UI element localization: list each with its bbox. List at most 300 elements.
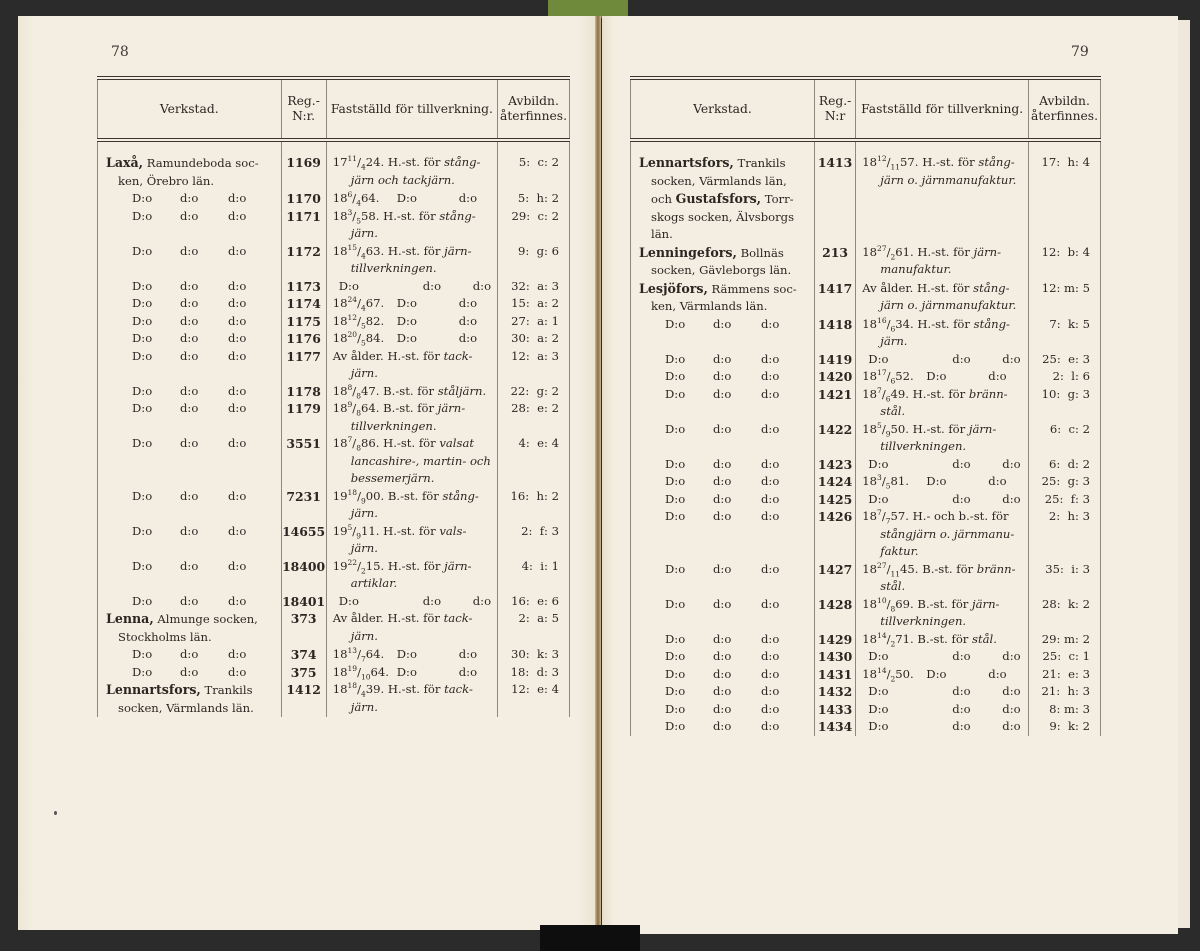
verkstad-name: Lennartsfors, xyxy=(639,155,734,170)
header-avbildn-line2: återfinnes. xyxy=(500,109,567,123)
table-row xyxy=(631,718,1101,736)
cell-verkstad xyxy=(631,491,815,509)
material: bränn- xyxy=(976,561,1016,576)
cell-verkstad xyxy=(631,386,815,421)
material: järn- xyxy=(444,243,472,258)
material-cont: järn. xyxy=(350,541,378,555)
date-year: 82. xyxy=(365,313,385,328)
date-day: 18 xyxy=(332,647,348,661)
illustration-reference: 28: k: 2 xyxy=(1029,596,1101,631)
ditto-type: d:o xyxy=(952,649,971,663)
cell-verkstad xyxy=(98,435,282,488)
ditto-marks xyxy=(106,348,277,366)
ditto-socken: d:o xyxy=(713,649,732,663)
ditto-socken: d:o xyxy=(180,383,199,398)
cell-faststalld xyxy=(326,488,497,523)
illustration-reference: 29: c: 2 xyxy=(498,208,570,243)
material-cont: stål. xyxy=(880,579,906,593)
approval-type: H.-st. för xyxy=(917,316,974,331)
approval-date: $18^{17}/_652$. xyxy=(862,368,914,386)
verkstad-location: Rämmens soc- xyxy=(711,281,797,296)
ditto-lan: d:o xyxy=(228,664,247,679)
table-body-right xyxy=(631,140,1101,736)
material-cont: tillverkningen. xyxy=(350,418,437,433)
ditto-marks xyxy=(639,666,810,684)
ditto-material: d:o xyxy=(1002,649,1021,663)
date-day: 18 xyxy=(332,296,348,310)
ditto-verkstad: D:o xyxy=(665,386,686,401)
ditto-socken: d:o xyxy=(180,523,199,538)
date-month: 5 xyxy=(885,481,891,491)
ditto-marks xyxy=(106,243,277,261)
cell-faststalld xyxy=(326,330,497,348)
table-row xyxy=(98,558,570,593)
cell-verkstad xyxy=(631,456,815,474)
ditto-lan: d:o xyxy=(761,596,780,611)
ditto-marks xyxy=(106,208,277,226)
cell-faststalld xyxy=(856,386,1029,421)
cell-faststalld xyxy=(326,558,497,593)
faststalld-line1 xyxy=(333,208,493,226)
ditto-type: D:o xyxy=(396,296,417,310)
date-month: 2 xyxy=(360,565,366,575)
ditto-date: D:o xyxy=(868,456,889,471)
ditto-verkstad: D:o xyxy=(132,243,153,258)
table-row xyxy=(631,368,1101,386)
ditto-lan: d:o xyxy=(761,666,780,681)
table-row xyxy=(98,488,570,523)
cell-verkstad xyxy=(98,488,282,523)
illustration-reference: 27: a: 1 xyxy=(498,313,570,331)
date-day-sup: 3 xyxy=(877,473,882,483)
registration-number: 1172 xyxy=(281,243,326,278)
ditto-socken: d:o xyxy=(180,296,199,310)
cell-faststalld xyxy=(326,664,497,682)
approval-type: H.-st. för xyxy=(387,348,444,363)
illustration-reference: 5: h: 2 xyxy=(498,190,570,208)
ditto-verkstad: D:o xyxy=(132,664,153,679)
date-day: 18 xyxy=(332,243,348,258)
ditto-verkstad: D:o xyxy=(665,561,686,576)
page-number-right: 79 xyxy=(1071,44,1089,60)
material: järn- xyxy=(972,596,1000,611)
cell-faststalld xyxy=(326,278,497,296)
ditto-lan: d:o xyxy=(228,558,247,573)
date-day-sup: 8 xyxy=(347,382,353,392)
cell-verkstad xyxy=(98,593,282,611)
faststalld-line1 xyxy=(862,154,1024,172)
table-row xyxy=(631,648,1101,666)
date-year: 50. xyxy=(890,421,909,436)
ditto-lan: d:o xyxy=(228,278,247,293)
ditto-type: D:o xyxy=(926,666,947,681)
date-month: 7 xyxy=(360,654,366,664)
table-row xyxy=(98,664,570,682)
material: järn- xyxy=(437,401,466,415)
verkstad-location-cont: socken, Värmlands län, xyxy=(651,173,787,188)
date-day-sup: 14 xyxy=(877,630,887,640)
table-row xyxy=(98,140,570,190)
approval-date: $18^{13}/_764$. xyxy=(332,646,385,664)
date-year: 67. xyxy=(365,296,385,310)
approval-date: $18^{14}/_271$. xyxy=(862,630,914,648)
ditto-material: d:o xyxy=(472,278,492,293)
approval-date: $18^7/_757$. xyxy=(862,508,909,526)
ditto-marks xyxy=(639,473,810,491)
ditto-lan: d:o xyxy=(761,719,780,733)
page-edge xyxy=(1178,20,1190,928)
registration-number: 213 xyxy=(814,244,855,280)
ditto-lan: d:o xyxy=(228,208,247,223)
ditto-verkstad: D:o xyxy=(132,296,153,310)
date-day-sup: 22 xyxy=(347,557,358,567)
date-day-sup: 5 xyxy=(347,522,353,532)
ditto-verkstad: D:o xyxy=(665,649,686,663)
date-day-sup: 27 xyxy=(877,560,887,570)
faststalld-line1 xyxy=(333,664,493,682)
approval-type: B.-st. för xyxy=(917,631,973,646)
ditto-marks xyxy=(639,683,810,701)
ditto-lan: d:o xyxy=(228,331,247,345)
verkstad-location: Torr- xyxy=(761,192,794,206)
material: stång- xyxy=(978,155,1015,169)
approval-type: H.-st. för xyxy=(383,523,440,538)
ditto-lan: d:o xyxy=(228,243,247,258)
header-reg xyxy=(814,78,855,140)
cell-faststalld xyxy=(326,295,497,313)
date-day-sup: 9 xyxy=(347,400,353,410)
date-day: 18 xyxy=(862,474,878,488)
cell-verkstad xyxy=(98,681,282,717)
cell-faststalld xyxy=(856,648,1029,666)
approval-type: B.-st. för xyxy=(387,488,443,503)
ditto-verkstad: D:o xyxy=(132,647,153,661)
date-day-sup: 14 xyxy=(877,665,887,675)
ditto-type: d:o xyxy=(952,351,971,366)
material: vals- xyxy=(439,523,467,538)
ditto-marks xyxy=(639,561,810,579)
illustration-reference: 9: k: 2 xyxy=(1029,718,1101,736)
material-cont: tillverkningen. xyxy=(880,439,967,453)
registration-number: 1432 xyxy=(814,683,855,701)
registration-number: 1177 xyxy=(281,348,326,383)
cell-faststalld xyxy=(326,208,497,243)
table-row xyxy=(98,610,570,646)
page-number-left: 78 xyxy=(111,44,129,60)
illustration-reference: 6: c: 2 xyxy=(1029,421,1101,456)
date-month: 8 xyxy=(356,408,361,418)
date-month: 8 xyxy=(356,443,361,453)
material: järn- xyxy=(968,421,997,436)
header-reg-line1: Reg.- xyxy=(287,94,320,108)
ditto-socken: d:o xyxy=(180,647,199,661)
date-month: 5 xyxy=(356,215,361,225)
material-cont: bessemerjärn. xyxy=(350,471,435,485)
ditto-lan: d:o xyxy=(761,369,780,383)
cell-faststalld xyxy=(856,666,1029,684)
cell-verkstad xyxy=(631,683,815,701)
verkstad-location-cont: socken, Gävleborgs län. xyxy=(651,263,792,277)
ditto-marks xyxy=(639,596,810,614)
material: järn- xyxy=(444,558,472,573)
ditto-socken: d:o xyxy=(713,421,732,436)
header-reg xyxy=(281,78,326,140)
material: bränn- xyxy=(968,386,1008,401)
registration-number: 1170 xyxy=(281,190,326,208)
header-faststalld: Fastställd för tillverkning. xyxy=(326,78,497,140)
approval-date: $18^{27}/_{11}45$. xyxy=(862,560,919,578)
cell-verkstad xyxy=(631,631,815,649)
approval-date: $18^{14}/_250$. xyxy=(862,665,914,683)
ditto-date: D:o xyxy=(338,593,359,608)
date-day-sup: 7 xyxy=(877,508,882,518)
cell-verkstad xyxy=(631,666,815,684)
illustration-reference: 12: b: 4 xyxy=(1029,244,1101,280)
illustration-reference: 25: g: 3 xyxy=(1029,473,1101,491)
date-day-sup: 11 xyxy=(347,154,358,164)
date-day-sup: 6 xyxy=(347,190,353,200)
ditto-lan: d:o xyxy=(228,593,247,608)
registration-number: 1417 xyxy=(814,280,855,316)
approval-date: $18^{20}/_584$. xyxy=(332,330,385,348)
cell-faststalld xyxy=(856,561,1029,596)
table-row xyxy=(631,491,1101,509)
date-month: 6 xyxy=(890,376,896,386)
date-year: 86. xyxy=(360,436,380,450)
illustration-reference: 2: a: 5 xyxy=(498,610,570,646)
header-avbildn xyxy=(1029,78,1101,140)
approval-date: $17^{11}/_424$. xyxy=(332,154,385,172)
material-cont: järn. xyxy=(350,699,378,714)
approval-type: H.-st. för xyxy=(916,280,974,295)
registration-number: 1427 xyxy=(814,561,855,596)
approval-date: $18^{16}/_634$. xyxy=(862,315,914,333)
ditto-verkstad: D:o xyxy=(665,421,686,436)
material-cont: manufaktur. xyxy=(880,262,952,276)
date-day-sup: 12 xyxy=(347,312,358,322)
registration-number: 7231 xyxy=(281,488,326,523)
table-row xyxy=(98,646,570,664)
cell-verkstad xyxy=(98,330,282,348)
date-day: 18 xyxy=(862,244,878,259)
left-page xyxy=(18,16,598,930)
faststalld-line1 xyxy=(333,681,493,699)
date-month: 6 xyxy=(885,393,891,403)
ditto-verkstad: D:o xyxy=(665,369,686,383)
verkstad-name: Gustafsfors, xyxy=(675,191,762,206)
illustration-reference: 25: f: 3 xyxy=(1029,491,1101,509)
ditto-socken: d:o xyxy=(180,191,199,205)
ditto-verkstad: D:o xyxy=(665,456,686,471)
date-month: 8 xyxy=(890,603,896,613)
cell-verkstad xyxy=(98,646,282,664)
illustration-reference: 25: c: 1 xyxy=(1029,648,1101,666)
date-month: 7 xyxy=(885,516,891,526)
ditto-verkstad: D:o xyxy=(665,666,686,681)
date-month: 5 xyxy=(360,320,366,330)
date-day-sup: 24 xyxy=(347,295,358,305)
material-cont: lancashire-, martin- och xyxy=(350,453,491,468)
faststalld-line1 xyxy=(333,313,493,331)
verkstad-conj: och xyxy=(651,192,676,206)
approval-type: H.-st. för xyxy=(387,155,445,169)
illustration-reference: 4: e: 4 xyxy=(498,435,570,488)
ditto-socken: d:o xyxy=(713,491,732,506)
illustration-reference: 4: i: 1 xyxy=(498,558,570,593)
material: stål. xyxy=(972,631,997,646)
cell-faststalld xyxy=(326,610,497,646)
table-row xyxy=(631,596,1101,631)
approval-date: $18^{18}/_439$. xyxy=(332,681,385,699)
ditto-lan: d:o xyxy=(228,313,247,328)
registration-number: 1412 xyxy=(281,681,326,717)
material: ståljärn. xyxy=(437,383,487,398)
ditto-type: d:o xyxy=(952,684,971,698)
table-header-row xyxy=(631,78,1101,140)
cell-faststalld xyxy=(856,280,1029,316)
ditto-lan: d:o xyxy=(761,649,780,663)
material-cont: tillverkningen. xyxy=(350,261,437,275)
table-row xyxy=(631,561,1101,596)
faststalld-line1 xyxy=(333,558,493,576)
ditto-lan: d:o xyxy=(761,684,780,698)
date-month: 9 xyxy=(885,428,891,438)
material: tack- xyxy=(444,682,473,696)
approval-date: $18^{10}/_869$. xyxy=(862,595,914,613)
registration-number: 1431 xyxy=(814,666,855,684)
faststalld-line1 xyxy=(333,330,493,348)
date-day-sup: 16 xyxy=(877,315,887,325)
table-row xyxy=(631,508,1101,561)
registration-number: 1434 xyxy=(814,718,855,736)
date-year: 81. xyxy=(890,474,909,488)
ditto-type: D:o xyxy=(926,369,947,383)
illustration-reference: 9: g: 6 xyxy=(498,243,570,278)
date-day: 17 xyxy=(332,155,348,169)
verkstad-location: Trankils xyxy=(204,683,253,697)
ditto-material: d:o xyxy=(458,664,478,679)
verkstad-location: Trankils xyxy=(737,156,786,170)
approval-type: B.-st. för xyxy=(917,596,973,611)
faststalld-line1 xyxy=(862,368,1024,386)
registration-number: 18400 xyxy=(281,558,326,593)
date-year: 64. xyxy=(360,401,380,415)
date-day-sup: 13 xyxy=(347,646,358,656)
faststalld-line1 xyxy=(862,386,1024,404)
date-day-sup: 18 xyxy=(347,681,358,691)
ditto-type: D:o xyxy=(396,191,417,205)
illustration-reference: 12: a: 3 xyxy=(498,348,570,383)
approval-date xyxy=(862,281,913,295)
ditto-marks xyxy=(333,278,493,296)
header-faststalld: Fastställd för tillverkning. xyxy=(856,78,1029,140)
date-month: 4 xyxy=(360,303,366,313)
cell-faststalld xyxy=(856,491,1029,509)
ditto-socken: d:o xyxy=(713,666,732,681)
date-day: 18 xyxy=(862,666,878,681)
ditto-material: d:o xyxy=(458,313,478,328)
date-year: 45. xyxy=(900,561,919,576)
approval-date: $18^{15}/_463$. xyxy=(332,242,385,260)
approval-date: $18^3/_558$. xyxy=(332,207,380,225)
table-row xyxy=(98,278,570,296)
ditto-socken: d:o xyxy=(713,684,732,698)
table-row xyxy=(631,421,1101,456)
table-row xyxy=(98,593,570,611)
approval-type: B.-st. för xyxy=(383,383,438,398)
ditto-marks xyxy=(333,593,493,611)
ditto-marks xyxy=(639,368,810,386)
date-day: 18 xyxy=(332,331,348,345)
faststalld-line1 xyxy=(333,488,493,506)
ditto-socken: d:o xyxy=(713,631,732,646)
faststalld-line1 xyxy=(333,190,493,208)
ditto-marks xyxy=(639,351,810,369)
cell-verkstad xyxy=(98,208,282,243)
ditto-lan: d:o xyxy=(228,488,247,503)
ditto-verkstad: D:o xyxy=(132,558,153,573)
date-day-sup: 17 xyxy=(877,368,887,378)
header-reg-line2: N:r. xyxy=(292,109,316,123)
verkstad-location-cont: ken, Örebro län. xyxy=(118,173,215,188)
cell-faststalld xyxy=(856,351,1029,369)
cell-verkstad xyxy=(98,295,282,313)
ditto-marks xyxy=(639,701,810,719)
approval-type: B.-st. för xyxy=(383,401,438,415)
verkstad-name: Lenna, xyxy=(106,611,154,626)
ditto-socken: d:o xyxy=(713,596,732,611)
date-day: 18 xyxy=(862,369,878,383)
table-row xyxy=(631,140,1101,244)
illustration-reference: 35: i: 3 xyxy=(1029,561,1101,596)
ditto-marks xyxy=(862,718,1024,736)
faststalld-line1 xyxy=(862,421,1024,439)
ditto-socken: d:o xyxy=(180,593,199,608)
ditto-lan: d:o xyxy=(761,351,780,366)
ditto-verkstad: D:o xyxy=(665,351,686,366)
ditto-material: d:o xyxy=(1002,456,1021,471)
registration-number: 14655 xyxy=(281,523,326,558)
faststalld-line1 xyxy=(862,508,1024,526)
ditto-socken: d:o xyxy=(180,401,199,415)
date-month: 4 xyxy=(356,198,361,208)
ditto-material: d:o xyxy=(1002,719,1021,733)
date-day-sup: 15 xyxy=(347,242,358,252)
date-day-sup: 7 xyxy=(347,435,353,445)
verkstad-location-cont: skogs socken, Älvsborgs xyxy=(651,209,795,224)
faststalld-line1 xyxy=(862,666,1024,684)
cell-faststalld xyxy=(856,244,1029,280)
date-month: 9 xyxy=(356,530,361,540)
ditto-type: d:o xyxy=(952,701,971,716)
cell-verkstad xyxy=(98,664,282,682)
table-row xyxy=(98,681,570,717)
date-year: 57. xyxy=(890,509,909,523)
faststalld-line1 xyxy=(862,561,1024,579)
ditto-marks xyxy=(106,295,277,313)
table-row xyxy=(98,330,570,348)
approval-date: $18^{12}/_582$. xyxy=(332,312,385,330)
table-row xyxy=(98,295,570,313)
ditto-verkstad: D:o xyxy=(132,436,153,450)
table-row xyxy=(631,386,1101,421)
verkstad-name: Lenningefors, xyxy=(639,244,737,260)
ditto-socken: d:o xyxy=(180,488,199,503)
date-day: 18 xyxy=(332,191,348,205)
faststalld-line1 xyxy=(862,473,1024,491)
ditto-marks xyxy=(639,718,810,736)
ditto-socken: d:o xyxy=(713,561,732,576)
